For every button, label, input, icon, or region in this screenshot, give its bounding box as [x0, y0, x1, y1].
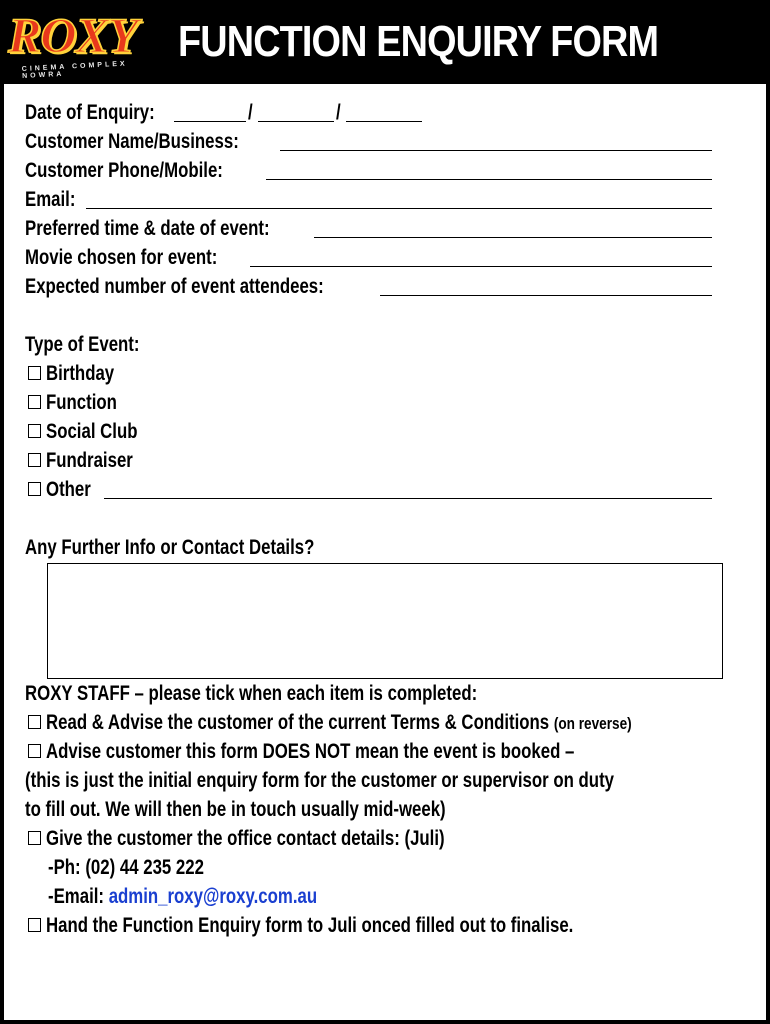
terms-item-note: (on reverse)	[553, 714, 632, 733]
event-type-heading: Type of Event:	[25, 333, 140, 356]
form-sheet	[4, 84, 766, 1020]
office-phone: -Ph: (02) 44 235 222	[48, 856, 204, 879]
other-specify-line[interactable]	[104, 498, 712, 499]
function-checkbox[interactable]	[28, 395, 41, 409]
other-checkbox[interactable]	[28, 482, 41, 496]
preferred-time-line[interactable]	[314, 237, 712, 238]
birthday-option-label: Birthday	[46, 362, 115, 385]
further-info-heading: Any Further Info or Contact Details?	[25, 536, 315, 559]
logo-wordmark: ROXY	[8, 7, 138, 63]
date-year-line[interactable]	[346, 121, 422, 122]
customer-phone-label: Customer Phone/Mobile:	[25, 159, 223, 182]
email-line[interactable]	[86, 208, 712, 209]
other-option-label: Other	[46, 478, 91, 501]
office-email-link[interactable]: admin_roxy@roxy.com.au	[108, 885, 318, 908]
page-title: FUNCTION ENQUIRY FORM	[178, 17, 659, 66]
attendees-line[interactable]	[380, 295, 712, 296]
form-header	[0, 0, 770, 84]
hand-form-item-text: Hand the Function Enquiry form to Juli onced filled out to finalise.	[46, 914, 574, 937]
movie-line[interactable]	[250, 266, 712, 267]
birthday-checkbox[interactable]	[28, 366, 41, 380]
contact-details-item-text: Give the customer the office contact details: (Juli)	[46, 827, 445, 850]
fundraiser-checkbox[interactable]	[28, 453, 41, 467]
fundraiser-option-label: Fundraiser	[46, 449, 133, 472]
roxy-logo	[6, 4, 166, 80]
date-label: Date of Enquiry:	[25, 101, 155, 124]
not-booked-item-line2: (this is just the initial enquiry form for the customer or supervisor on duty	[25, 769, 615, 792]
further-info-textarea[interactable]	[47, 563, 723, 679]
attendees-label: Expected number of event attendees:	[25, 275, 324, 298]
social-club-checkbox[interactable]	[28, 424, 41, 438]
date-slash: /	[248, 101, 253, 124]
date-month-line[interactable]	[258, 121, 334, 122]
not-booked-item-line3: to fill out. We will then be in touch usually mid-week)	[25, 798, 446, 821]
not-booked-item-text: Advise customer this form DOES NOT mean the event is booked –	[46, 740, 575, 763]
social-club-option-label: Social Club	[46, 420, 138, 443]
terms-item-label: Read & Advise the customer of the current Terms & Conditions	[46, 711, 550, 734]
preferred-time-label: Preferred time & date of event:	[25, 217, 270, 240]
date-slash: /	[336, 101, 341, 124]
contact-details-checkbox[interactable]	[28, 831, 41, 845]
terms-item-text	[46, 710, 632, 737]
not-booked-checkbox[interactable]	[28, 744, 41, 758]
office-email-line	[48, 884, 317, 910]
function-option-label: Function	[46, 391, 117, 414]
date-day-line[interactable]	[174, 121, 246, 122]
logo-tagline: CINEMA COMPLEX NOWRA	[21, 60, 128, 80]
staff-heading: ROXY STAFF – please tick when each item is completed:	[25, 682, 478, 705]
customer-phone-line[interactable]	[266, 179, 712, 180]
customer-name-label: Customer Name/Business:	[25, 130, 239, 153]
customer-name-line[interactable]	[280, 150, 712, 151]
email-label: Email:	[25, 188, 76, 211]
movie-label: Movie chosen for event:	[25, 246, 218, 269]
terms-checkbox[interactable]	[28, 715, 41, 729]
hand-form-checkbox[interactable]	[28, 918, 41, 932]
office-email-prefix: -Email:	[48, 885, 109, 908]
